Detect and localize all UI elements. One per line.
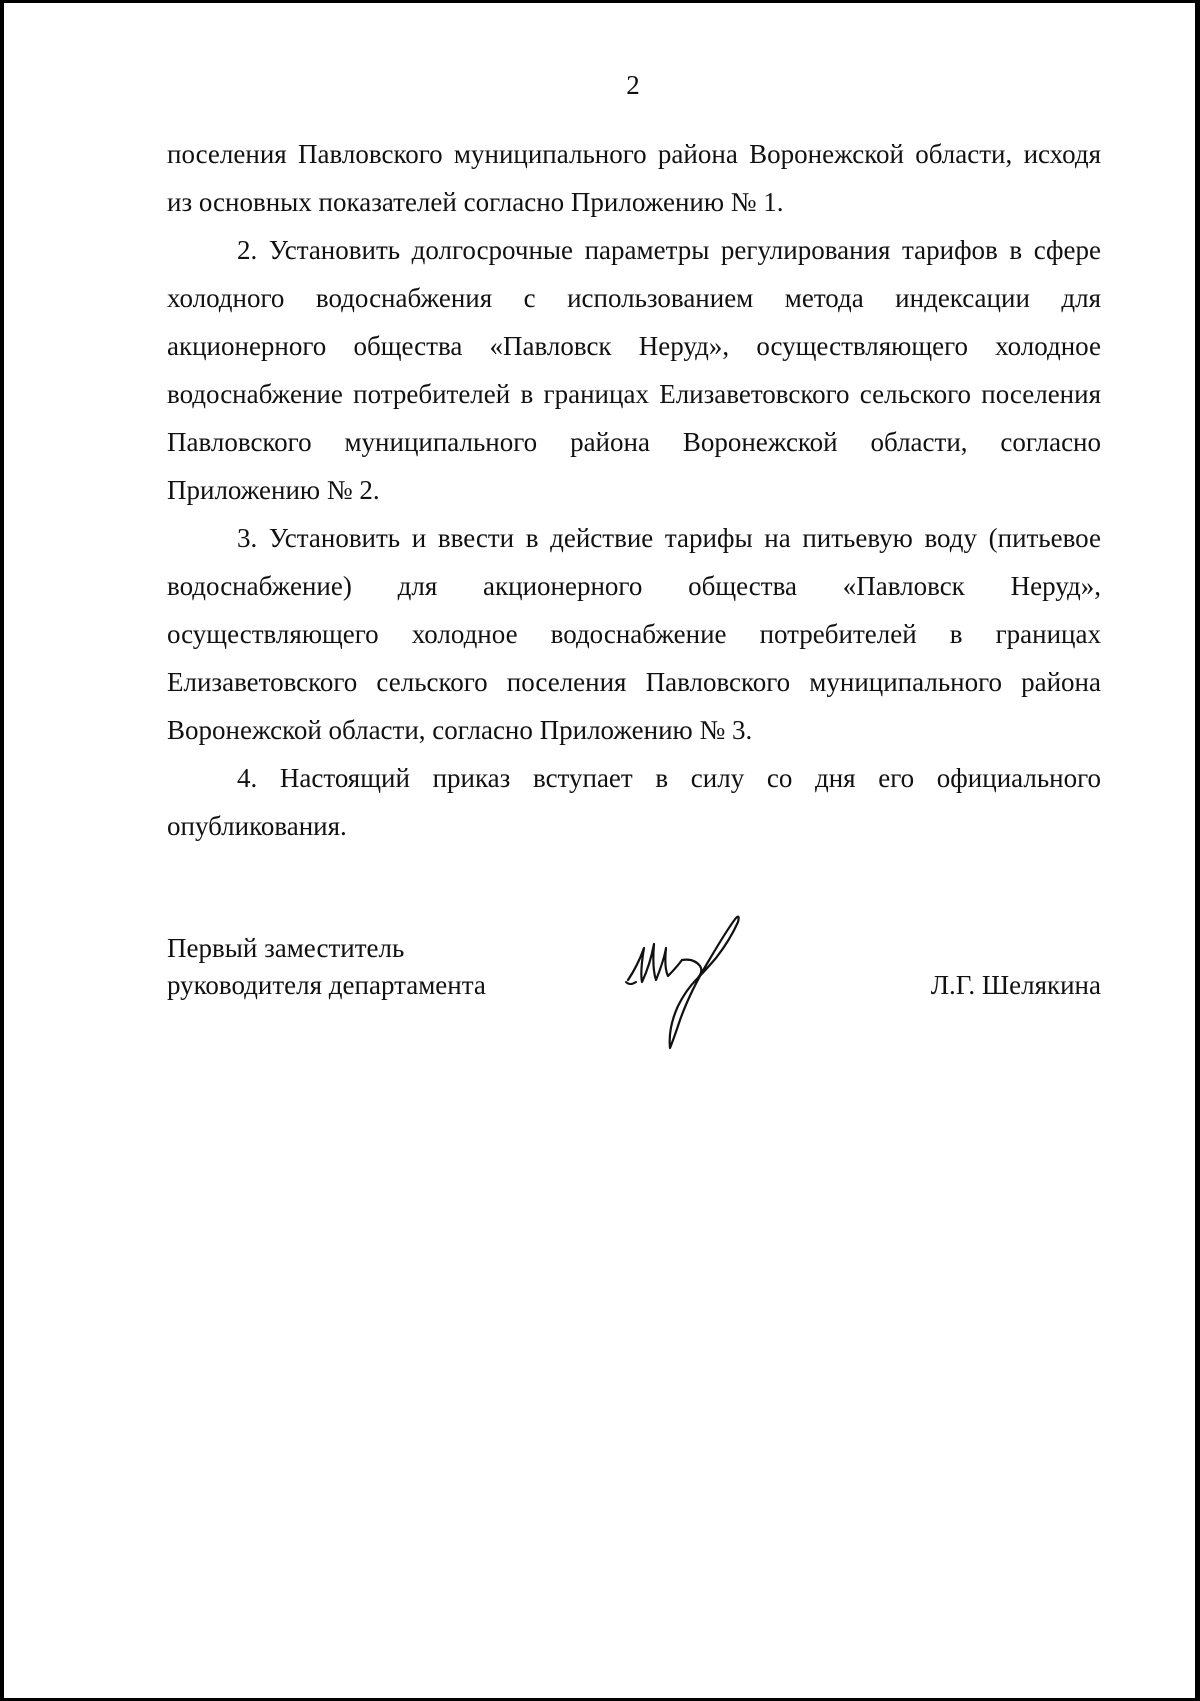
signer-position [167,930,486,1004]
paragraph-item-3: 3. Установить и ввести в действие тарифы на питьевую воду (питьевое водоснабжение) для акционерного общества «Павловск Неруд», осуществляющего холодное водоснабжение потребителей в границах Елизаветовского сельского поселения Павловского муниципального района Воронежской области, согласно Приложению № 3. [167,523,1101,745]
signer-name: Л.Г. Шелякина [930,970,1101,1000]
document-body [167,130,1101,850]
handwritten-signature [620,910,770,1060]
signer-position-line-1: Первый заместитель [167,933,405,963]
signature-block [167,930,1101,1070]
signer-position-line-2: руководителя департамента [167,970,486,1000]
paragraph-item-2: 2. Установить долгосрочные параметры регулирования тарифов в сфере холодного водоснабжения с использованием метода индексации для акционерного общества «Павловск Неруд», осуществляющего холодное водоснабжение потребителей в границах Елизаветовского сельского поселения Павловского муниципального района Воронежской области, согласно Приложению № 2. [167,235,1101,505]
paragraph-continuation: поселения Павловского муниципального района Воронежской области, исходя из основных показателей согласно Приложению № 1. [167,139,1101,217]
paragraph-item-4: 4. Настоящий приказ вступает в силу со дня его официального опубликования. [167,763,1101,841]
page-number: 2 [626,70,640,100]
